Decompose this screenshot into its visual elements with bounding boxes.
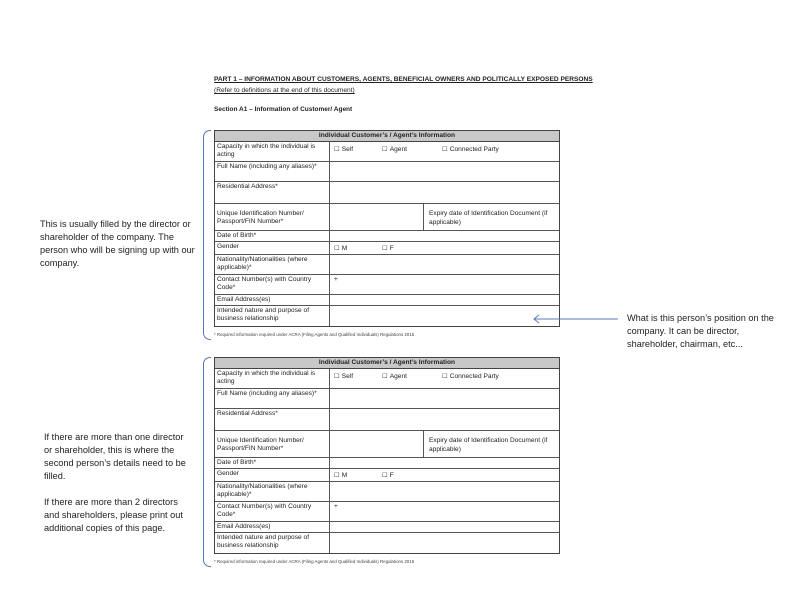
- label-purpose: Intended nature and purpose of business relationship: [215, 306, 330, 326]
- row-gender: [215, 469, 559, 482]
- plus-sign: +: [334, 276, 338, 283]
- option-self-label: Self: [341, 146, 354, 153]
- field-contact[interactable]: [330, 502, 559, 521]
- note-second-person: [44, 431, 194, 535]
- field-dob[interactable]: [330, 231, 559, 241]
- checkbox-icon: ☐: [334, 145, 340, 153]
- field-dob[interactable]: [330, 458, 559, 468]
- note-2-text: What is this person’s position on the company. It can be director, shareholder, chairman, etc...: [627, 313, 774, 349]
- form-header: Individual Customer’s / Agent’s Information: [215, 358, 559, 369]
- footnote: * Required information required under ACRA (Filing Agents and Qualified Individuals) Regulations 2015: [214, 332, 415, 337]
- row-purpose: [215, 533, 559, 553]
- option-female-label: F: [389, 472, 394, 479]
- field-contact[interactable]: [330, 275, 559, 294]
- row-purpose: [215, 306, 559, 326]
- option-self[interactable]: [334, 372, 353, 380]
- field-full-name[interactable]: [330, 389, 559, 408]
- field-nationality[interactable]: [330, 255, 559, 274]
- note-3-text: If there are more than one director or shareholder, this is where the second person’s details need to be filled.: [44, 432, 186, 481]
- option-connected-party[interactable]: [442, 372, 499, 380]
- row-contact: [215, 502, 559, 522]
- option-agent[interactable]: [382, 372, 407, 380]
- field-purpose[interactable]: [330, 306, 559, 326]
- label-dob: Date of Birth*: [215, 458, 330, 468]
- row-full-name: [215, 389, 559, 409]
- capacity-options: [330, 369, 559, 388]
- checkbox-icon: ☐: [382, 471, 388, 479]
- row-full-name: [215, 162, 559, 182]
- row-capacity: [215, 142, 559, 162]
- checkbox-icon: ☐: [334, 372, 340, 380]
- field-email[interactable]: [330, 522, 559, 532]
- option-connected-label: Connected Party: [449, 146, 499, 153]
- bracket-form-2: [203, 357, 211, 567]
- row-dob: [215, 231, 559, 242]
- option-agent-label: Agent: [389, 373, 407, 380]
- row-address: [215, 182, 559, 204]
- row-nationality: [215, 482, 559, 502]
- option-connected-party[interactable]: [442, 145, 499, 153]
- gender-options: [330, 469, 559, 481]
- arrow-icon: [530, 312, 620, 326]
- gender-options: [330, 242, 559, 254]
- option-female[interactable]: [382, 244, 394, 252]
- note-position: [627, 312, 777, 351]
- label-contact: Contact Number(s) with Country Code*: [215, 502, 330, 521]
- checkbox-icon: ☐: [382, 244, 388, 252]
- checkbox-icon: ☐: [442, 145, 448, 153]
- row-nationality: [215, 255, 559, 275]
- label-full-name: Full Name (including any aliases)*: [215, 162, 330, 181]
- checkbox-icon: ☐: [382, 145, 388, 153]
- part-title-text: PART 1 – INFORMATION ABOUT CUSTOMERS, AGENTS, BENEFICIAL OWNERS AND POLITICALLY EXPOSED PERSONS: [214, 76, 593, 83]
- checkbox-icon: ☐: [334, 471, 340, 479]
- label-email: Email Address(es): [215, 522, 330, 532]
- option-male-label: M: [341, 472, 348, 479]
- field-address[interactable]: [330, 409, 559, 430]
- label-address: Residential Address*: [215, 182, 330, 203]
- part-title: [214, 74, 594, 96]
- option-agent[interactable]: [382, 145, 407, 153]
- note-1-text: This is usually filled by the director or shareholder of the company. The person who will be signing up with our company.: [40, 219, 195, 268]
- option-self[interactable]: [334, 145, 353, 153]
- checkbox-icon: ☐: [334, 244, 340, 252]
- option-female[interactable]: [382, 471, 394, 479]
- label-gender: Gender: [215, 242, 330, 254]
- label-nationality: Nationality/Nationalities (where applicable)*: [215, 255, 330, 274]
- customer-info-form-2: [214, 357, 560, 554]
- divider: [423, 431, 424, 457]
- label-email: Email Address(es): [215, 295, 330, 305]
- label-capacity: Capacity in which the individual is acting: [215, 142, 330, 161]
- checkbox-icon: ☐: [442, 372, 448, 380]
- row-contact: [215, 275, 559, 295]
- field-email[interactable]: [330, 295, 559, 305]
- bracket-form-1: [203, 130, 211, 340]
- option-male[interactable]: [334, 471, 347, 479]
- plus-sign: +: [334, 503, 338, 510]
- field-full-name[interactable]: [330, 162, 559, 181]
- row-capacity: [215, 369, 559, 389]
- label-uin: Unique Identification Number/ Passport/FIN Number*: [215, 204, 330, 230]
- option-male[interactable]: [334, 244, 347, 252]
- label-full-name: Full Name (including any aliases)*: [215, 389, 330, 408]
- option-agent-label: Agent: [389, 146, 407, 153]
- footnote: * Required information required under ACRA (Filing Agents and Qualified Individuals) Regulations 2015: [214, 559, 415, 564]
- label-capacity: Capacity in which the individual is acting: [215, 369, 330, 388]
- option-connected-label: Connected Party: [449, 373, 499, 380]
- part-subtitle: (Refer to definitions at the end of this document): [214, 87, 355, 94]
- row-gender: [215, 242, 559, 255]
- checkbox-icon: ☐: [382, 372, 388, 380]
- section-title: Section A1 – Information of Customer/ Agent: [214, 106, 353, 113]
- divider: [423, 204, 424, 230]
- note-director-info: [40, 218, 200, 270]
- label-nationality: Nationality/Nationalities (where applicable)*: [215, 482, 330, 501]
- row-uin: [215, 204, 559, 231]
- label-dob: Date of Birth*: [215, 231, 330, 241]
- row-email: [215, 522, 559, 533]
- field-nationality[interactable]: [330, 482, 559, 501]
- label-expiry: Expiry date of Identification Document (if applicable): [429, 437, 548, 453]
- field-uin[interactable]: [330, 431, 559, 457]
- field-uin[interactable]: [330, 204, 559, 230]
- field-purpose[interactable]: [330, 533, 559, 553]
- form-header: Individual Customer’s / Agent’s Information: [215, 131, 559, 142]
- label-purpose: Intended nature and purpose of business relationship: [215, 533, 330, 553]
- label-address: Residential Address*: [215, 409, 330, 430]
- label-expiry: Expiry date of Identification Document (if applicable): [429, 210, 548, 226]
- label-contact: Contact Number(s) with Country Code*: [215, 275, 330, 294]
- row-dob: [215, 458, 559, 469]
- customer-info-form-1: [214, 130, 560, 327]
- label-gender: Gender: [215, 469, 330, 481]
- field-address[interactable]: [330, 182, 559, 203]
- option-self-label: Self: [341, 373, 354, 380]
- row-address: [215, 409, 559, 431]
- label-uin: Unique Identification Number/ Passport/FIN Number*: [215, 431, 330, 457]
- option-female-label: F: [389, 245, 394, 252]
- capacity-options: [330, 142, 559, 161]
- option-male-label: M: [341, 245, 348, 252]
- row-email: [215, 295, 559, 306]
- row-uin: [215, 431, 559, 458]
- note-4-text: If there are more than 2 directors and shareholders, please print out additional copies of this page.: [44, 497, 183, 533]
